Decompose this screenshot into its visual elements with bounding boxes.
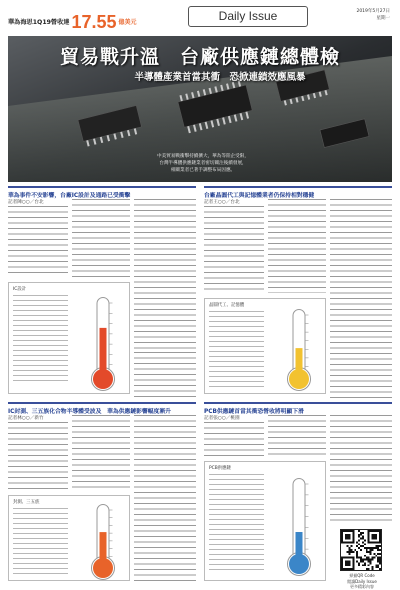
qr-module bbox=[370, 549, 372, 551]
qr-module bbox=[370, 551, 372, 553]
masthead-date bbox=[356, 8, 390, 22]
qr-module bbox=[364, 543, 366, 545]
article-body bbox=[72, 415, 130, 491]
qr-module bbox=[362, 560, 364, 562]
qr-module bbox=[362, 564, 364, 566]
article-body bbox=[134, 199, 196, 349]
qr-module bbox=[356, 560, 358, 562]
qr-module bbox=[356, 553, 358, 555]
caption-line-2: 台灣半導體供應鏈業者密切關注後續發展， bbox=[159, 161, 247, 166]
article-title: 台廠晶圓代工與記憶體業者仍保持相對穩健 bbox=[204, 193, 315, 199]
qr-module bbox=[360, 532, 362, 534]
chart-list bbox=[209, 474, 264, 570]
qr-module bbox=[349, 547, 351, 549]
qr-module bbox=[360, 534, 362, 536]
article-body bbox=[330, 199, 392, 399]
qr-module bbox=[362, 545, 364, 547]
qr-module bbox=[375, 566, 377, 568]
article-body bbox=[330, 415, 392, 523]
qr-module bbox=[379, 568, 381, 570]
qr-module bbox=[358, 564, 360, 566]
thermometer-icon bbox=[277, 476, 321, 576]
masthead-prefix: 華為海思1Q19營收達 bbox=[8, 19, 70, 26]
qr-module bbox=[347, 545, 349, 547]
headline: 貿易戰升溫 台廠供應鏈總體檢 bbox=[59, 46, 340, 68]
qr-finder bbox=[345, 560, 351, 566]
masthead-title: Daily Issue bbox=[188, 6, 308, 27]
qr-module bbox=[368, 559, 370, 561]
caption-line-3: 相關業者已著手調整布局因應。 bbox=[170, 168, 236, 173]
section-rule bbox=[8, 186, 196, 188]
qr-module bbox=[360, 560, 362, 562]
photo-caption bbox=[103, 153, 303, 174]
caption-line-1: 中美貿易戰衝擊持續擴大，華為等陸企受限， bbox=[157, 154, 249, 159]
qr-module bbox=[349, 549, 351, 551]
qr-module bbox=[373, 547, 375, 549]
article-title: 華為事件不安影響，台廠IC設計及通路已受衝擊 bbox=[8, 193, 131, 199]
article-body bbox=[8, 206, 68, 274]
chart-title: PCB供應鏈 bbox=[209, 466, 231, 471]
qr-module bbox=[362, 532, 364, 534]
section-rule bbox=[204, 186, 392, 188]
qr-module bbox=[356, 551, 358, 553]
chart-list bbox=[209, 311, 264, 387]
qr-module bbox=[379, 559, 381, 561]
qr-module bbox=[377, 559, 379, 561]
thermometer-bulb bbox=[93, 558, 113, 578]
qr-module bbox=[373, 553, 375, 555]
qr-module bbox=[375, 564, 377, 566]
qr-module bbox=[371, 549, 373, 551]
qr-caption-line-1: 掃描QR Code bbox=[349, 573, 375, 578]
qr-module bbox=[358, 536, 360, 538]
qr-module bbox=[371, 559, 373, 561]
article-body bbox=[134, 415, 196, 581]
qr-module bbox=[368, 564, 370, 566]
qr-module bbox=[358, 534, 360, 536]
chart-title: IC設計 bbox=[13, 287, 27, 292]
qr-caption-line-2: 閱讀Daily Issue bbox=[347, 578, 377, 584]
qr-module bbox=[364, 562, 366, 564]
qr-module bbox=[377, 547, 379, 549]
qr-module bbox=[360, 545, 362, 547]
qr-module bbox=[377, 545, 379, 547]
article-body bbox=[204, 422, 264, 458]
thermometer-box bbox=[204, 461, 326, 581]
qr-module bbox=[370, 547, 372, 549]
qr-module bbox=[375, 547, 377, 549]
chart-list bbox=[13, 508, 68, 574]
qr-module bbox=[368, 568, 370, 570]
qr-module bbox=[352, 551, 354, 553]
qr-module bbox=[379, 553, 381, 555]
article-body bbox=[8, 422, 68, 492]
qr-module bbox=[356, 555, 358, 557]
thermometer-box bbox=[8, 495, 130, 581]
article-byline: 記者林○○／新竹 bbox=[8, 416, 44, 421]
qr-module bbox=[370, 553, 372, 555]
thermometer-box bbox=[8, 282, 130, 394]
qr-module bbox=[370, 560, 372, 562]
qr-module bbox=[349, 553, 351, 555]
qr-module bbox=[354, 549, 356, 551]
qr-module bbox=[364, 559, 366, 561]
qr-module bbox=[370, 559, 372, 561]
qr-module bbox=[358, 543, 360, 545]
article-body bbox=[134, 352, 196, 398]
qr-module bbox=[366, 551, 368, 553]
article-byline: 記者張○○／桃園 bbox=[204, 416, 240, 421]
qr-caption bbox=[336, 573, 388, 590]
qr-module bbox=[379, 562, 381, 564]
day-line: 星期一 bbox=[376, 16, 390, 21]
qr-module bbox=[371, 547, 373, 549]
article-byline: 記者陳○○／台北 bbox=[8, 200, 44, 205]
qr-module bbox=[377, 564, 379, 566]
article-body bbox=[268, 199, 326, 293]
qr-module bbox=[356, 545, 358, 547]
qr-module bbox=[358, 530, 360, 532]
qr-module bbox=[364, 555, 366, 557]
qr-module bbox=[366, 568, 368, 570]
chart-title: 封測、三五族 bbox=[13, 500, 40, 505]
thermometer-icon bbox=[277, 307, 321, 391]
qr-module bbox=[377, 553, 379, 555]
qr-module bbox=[360, 549, 362, 551]
qr-module bbox=[358, 562, 360, 564]
qr-module bbox=[368, 551, 370, 553]
qr-module bbox=[366, 557, 368, 559]
qr-module bbox=[377, 557, 379, 559]
qr-module bbox=[375, 555, 377, 557]
section-rule bbox=[204, 402, 392, 404]
qr-module bbox=[349, 551, 351, 553]
thermometer-bulb bbox=[93, 369, 113, 389]
qr-module bbox=[362, 541, 364, 543]
article-byline: 記者王○○／台北 bbox=[204, 200, 240, 205]
thermometer-icon bbox=[81, 295, 125, 391]
qr-caption-line-3: 更多精彩內容 bbox=[350, 584, 374, 589]
qr-module bbox=[379, 560, 381, 562]
qr-module bbox=[368, 547, 370, 549]
chart-list bbox=[13, 295, 68, 385]
qr-module bbox=[347, 551, 349, 553]
qr-module bbox=[358, 547, 360, 549]
qr-module bbox=[368, 557, 370, 559]
section-rule bbox=[8, 402, 196, 404]
article-body bbox=[268, 415, 326, 457]
masthead-price: 17.55 bbox=[71, 12, 117, 32]
qr-module bbox=[362, 536, 364, 538]
masthead-unit: 億美元 bbox=[118, 19, 137, 26]
hero-photo bbox=[8, 36, 392, 182]
qr-code[interactable] bbox=[340, 529, 382, 571]
subheadline: 半導體產業首當其衝 恐掀連鎖效應風暴 bbox=[134, 72, 306, 83]
qr-module bbox=[356, 557, 358, 559]
chart-title: 晶圓代工、記憶體 bbox=[209, 303, 245, 308]
qr-module bbox=[371, 566, 373, 568]
qr-module bbox=[360, 559, 362, 561]
thermometer-icon bbox=[81, 502, 125, 580]
qr-finder bbox=[345, 534, 351, 540]
qr-module bbox=[379, 545, 381, 547]
date-line: 2019年5月27日 bbox=[356, 9, 390, 14]
article-body bbox=[72, 199, 130, 279]
qr-module bbox=[373, 557, 375, 559]
qr-module bbox=[368, 560, 370, 562]
thermometer-bulb bbox=[289, 369, 309, 389]
qr-module bbox=[360, 538, 362, 540]
qr-module bbox=[366, 559, 368, 561]
qr-module bbox=[364, 540, 366, 542]
qr-module bbox=[377, 560, 379, 562]
qr-module bbox=[371, 568, 373, 570]
qr-module bbox=[377, 566, 379, 568]
qr-module bbox=[375, 545, 377, 547]
qr-module bbox=[358, 540, 360, 542]
qr-module bbox=[362, 559, 364, 561]
qr-module bbox=[366, 549, 368, 551]
thermometer-box bbox=[204, 298, 326, 394]
qr-module bbox=[351, 545, 353, 547]
qr-module bbox=[364, 547, 366, 549]
qr-module bbox=[366, 547, 368, 549]
article-title: PCB供應鏈首當其衝恐營收將明顯下滑 bbox=[204, 409, 304, 415]
qr-module bbox=[358, 557, 360, 559]
article-title: IC封測、三五族化合物半導體受波及 華為供應鏈影響幅度漸升 bbox=[8, 409, 171, 415]
qr-finder bbox=[371, 534, 377, 540]
qr-module bbox=[377, 549, 379, 551]
masthead bbox=[0, 0, 400, 34]
qr-module bbox=[362, 538, 364, 540]
masthead-stat bbox=[8, 12, 137, 33]
qr-module bbox=[356, 541, 358, 543]
qr-module bbox=[371, 557, 373, 559]
article-body bbox=[204, 206, 264, 294]
qr-module bbox=[379, 557, 381, 559]
thermometer-bulb bbox=[289, 554, 309, 574]
qr-module bbox=[364, 564, 366, 566]
qr-module bbox=[379, 549, 381, 551]
qr-module bbox=[370, 562, 372, 564]
qr-module bbox=[351, 551, 353, 553]
qr-module bbox=[351, 549, 353, 551]
qr-module bbox=[360, 557, 362, 559]
